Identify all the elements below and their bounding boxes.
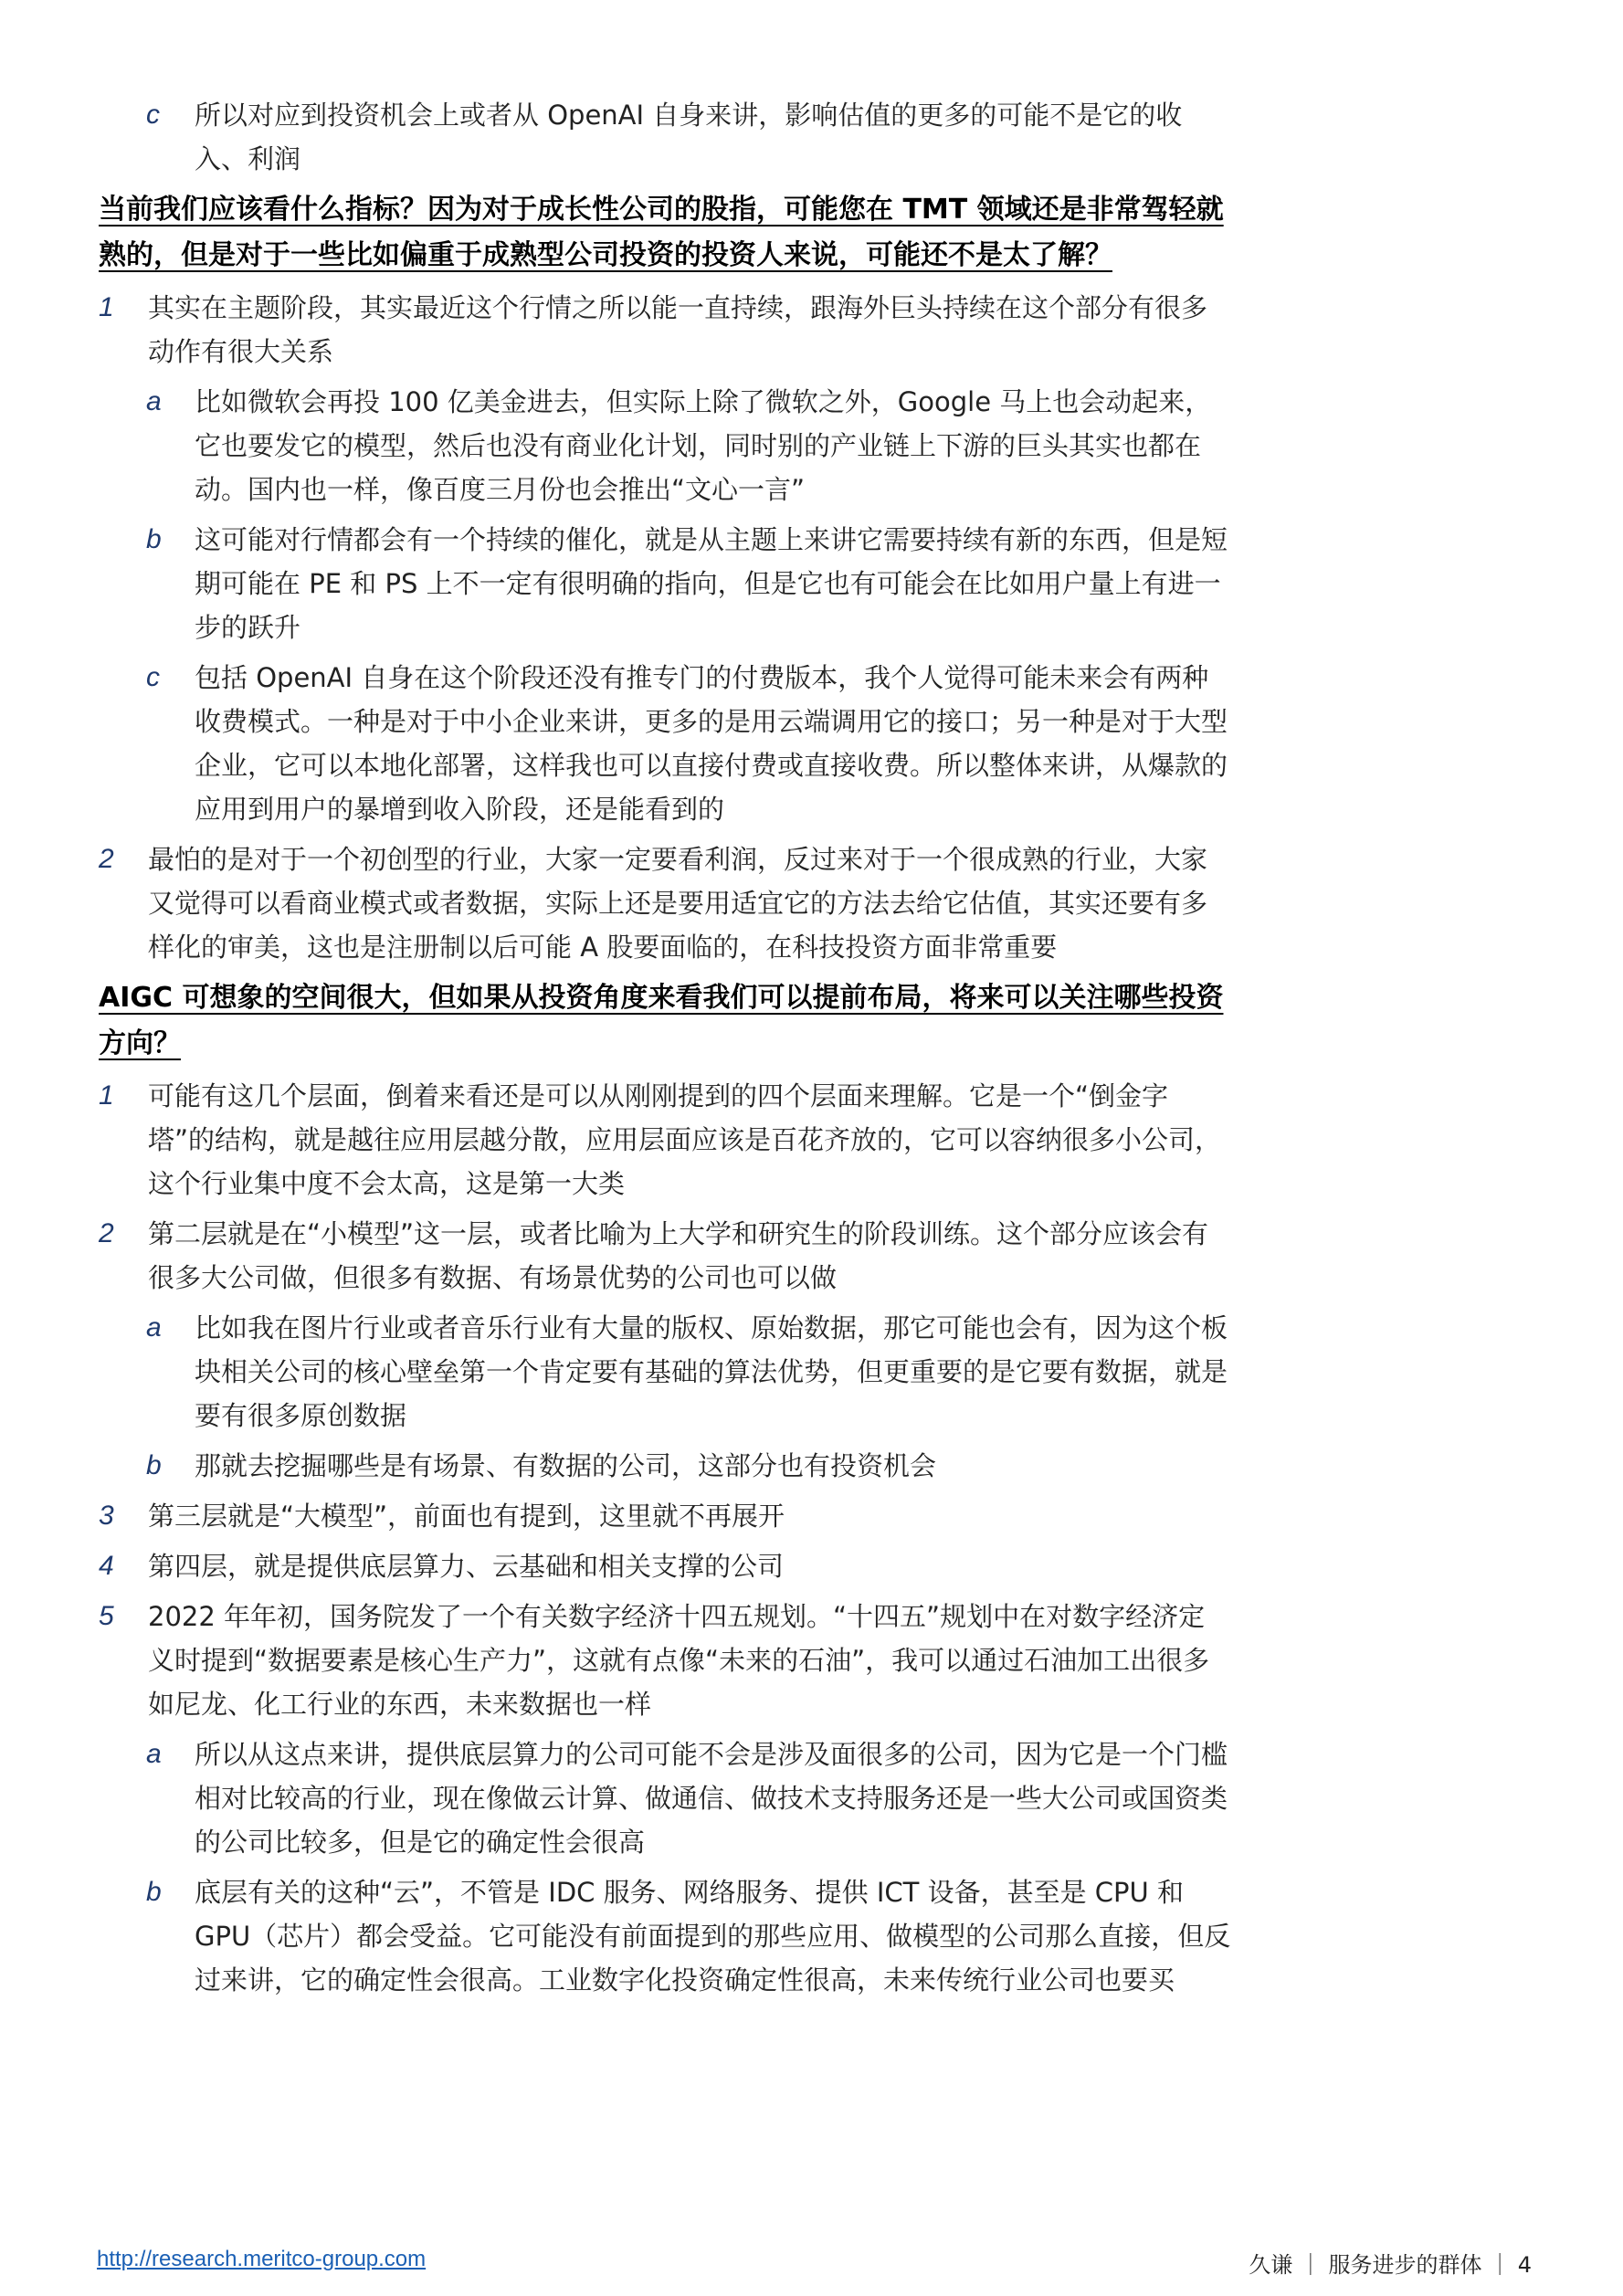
- list-item-text: 最怕的是对于一个初创型的行业，大家一定要看利润，反过来对于一个很成熟的行业，大家又觉得可以看商业模式或者数据，实际上还是要用适宜它的方法去给它估值，其实还要有多样化的审美，这也是注册制以后可能 A 股要面临的，在科技投资方面非常重要: [148, 844, 1208, 963]
- list-item-text: 第三层就是“大模型”，前面也有提到，这里就不再展开: [148, 1501, 785, 1532]
- list-item-text: 这可能对行情都会有一个持续的催化，就是从主题上来讲它需要持续有新的东西，但是短期可能在 PE 和 PS 上不一定有很明确的指向，但是它也有可能会在比如用户量上有进一步的跃升: [195, 524, 1228, 643]
- list-item-text: 第四层，就是提供底层算力、云基础和相关支撑的公司: [148, 1551, 785, 1582]
- sub-list-item: [99, 380, 1231, 511]
- list-item: [99, 1544, 1231, 1588]
- list-item: [99, 1212, 1231, 1300]
- footer-brand: 久谦 ｜ 服务进步的群体 ｜ 4: [1249, 2252, 1532, 2278]
- footer-link[interactable]: http://research.meritco-group.com: [97, 2247, 427, 2271]
- list-marker: b: [146, 1877, 162, 1907]
- list-marker: 1: [99, 292, 114, 322]
- section-question: AIGC 可想象的空间很大，但如果从投资角度来看我们可以提前布局，将来可以关注哪些投资方向？: [99, 982, 1224, 1059]
- list-item-text: 其实在主题阶段，其实最近这个行情之所以能一直持续，跟海外巨头持续在这个部分有很多动作有很大关系: [148, 292, 1208, 367]
- list-item-text: 2022 年年初，国务院发了一个有关数字经济十四五规划。“十四五”规划中在对数字经济定义时提到“数据要素是核心生产力”，这就有点像“未来的石油”，我可以通过石油加工出很多如尼龙、化工行业的东西，未来数据也一样: [148, 1601, 1210, 1720]
- sub-list-item: [99, 1870, 1231, 2002]
- list-marker: 4: [99, 1551, 114, 1581]
- list-marker: c: [146, 100, 160, 130]
- list-item-text: 所以对应到投资机会上或者从 OpenAI 自身来讲，影响估值的更多的可能不是它的收入、利润: [195, 100, 1183, 174]
- list-item: [99, 1074, 1231, 1206]
- list-item-text: 所以从这点来讲，提供底层算力的公司可能不会是涉及面很多的公司，因为它是一个门槛相对比较高的行业，现在像做云计算、做通信、做技术支持服务还是一些大公司或国资类的公司比较多，但是它的确定性会很高: [195, 1739, 1228, 1858]
- list-item-text: 那就去挖掘哪些是有场景、有数据的公司，这部分也有投资机会: [195, 1450, 937, 1481]
- list-marker: 2: [99, 844, 114, 874]
- list-item: [99, 1595, 1231, 1726]
- sub-list-item: [99, 656, 1231, 831]
- list-marker: c: [146, 662, 160, 692]
- sub-list-item: [99, 1306, 1231, 1438]
- document-body: [99, 93, 1231, 2008]
- list-marker: 1: [99, 1080, 114, 1111]
- list-item-text: 比如微软会再投 100 亿美金进去，但实际上除了微软之外，Google 马上也会动起来，它也要发它的模型，然后也没有商业化计划，同时别的产业链上下游的巨头其实也都在动。国内也一样，像百度三月份也会推出“文心一言”: [195, 386, 1212, 505]
- list-marker: 2: [99, 1218, 114, 1248]
- list-marker: a: [146, 386, 162, 416]
- list-item-text: 第二层就是在“小模型”这一层，或者比喻为上大学和研究生的阶段训练。这个部分应该会有很多大公司做，但很多有数据、有场景优势的公司也可以做: [148, 1218, 1209, 1293]
- list-item-text: 比如我在图片行业或者音乐行业有大量的版权、原始数据，那它可能也会有，因为这个板块相关公司的核心壁垒第一个肯定要有基础的算法优势，但更重要的是它要有数据，就是要有很多原创数据: [195, 1312, 1228, 1431]
- list-item: [99, 837, 1231, 969]
- list-item-text: 底层有关的这种“云”，不管是 IDC 服务、网络服务、提供 ICT 设备，甚至是 CPU 和 GPU（芯片）都会受益。它可能没有前面提到的那些应用、做模型的公司那么直接，但反过来讲，它的确定性会很高。工业数字化投资确定性很高，未来传统行业公司也要买: [195, 1877, 1231, 1996]
- section-question: 当前我们应该看什么指标？因为对于成长性公司的股指，可能您在 TMT 领域还是非常驾轻就熟的，但是对于一些比如偏重于成熟型公司投资的投资人来说，可能还不是太了解？: [99, 194, 1224, 271]
- list-marker: b: [146, 1450, 162, 1480]
- list-item: [99, 1494, 1231, 1538]
- list-item-text: 可能有这几个层面，倒着来看还是可以从刚刚提到的四个层面来理解。它是一个“倒金字塔”的结构，就是越往应用层越分散，应用层面应该是百花齐放的，它可以容纳很多小公司，这个行业集中度不会太高，这是第一大类: [148, 1080, 1222, 1199]
- list-marker: 3: [99, 1501, 114, 1531]
- list-marker: 5: [99, 1601, 114, 1631]
- list-marker: a: [146, 1739, 162, 1769]
- sub-list-item: [99, 1444, 1231, 1488]
- list-marker: b: [146, 524, 162, 554]
- list-marker: a: [146, 1312, 162, 1343]
- page-footer: [97, 2247, 1532, 2278]
- sub-list-item: [99, 93, 1231, 181]
- list-item-text: 包括 OpenAI 自身在这个阶段还没有推专门的付费版本，我个人觉得可能未来会有两种收费模式。一种是对于中小企业来讲，更多的是用云端调用它的接口；另一种是对于大型企业，它可以本地化部署，这样我也可以直接付费或直接收费。所以整体来讲，从爆款的应用到用户的暴增到收入阶段，还是能看到的: [195, 662, 1228, 825]
- sub-list-item: [99, 1733, 1231, 1864]
- sub-list-item: [99, 518, 1231, 649]
- list-item: [99, 286, 1231, 374]
